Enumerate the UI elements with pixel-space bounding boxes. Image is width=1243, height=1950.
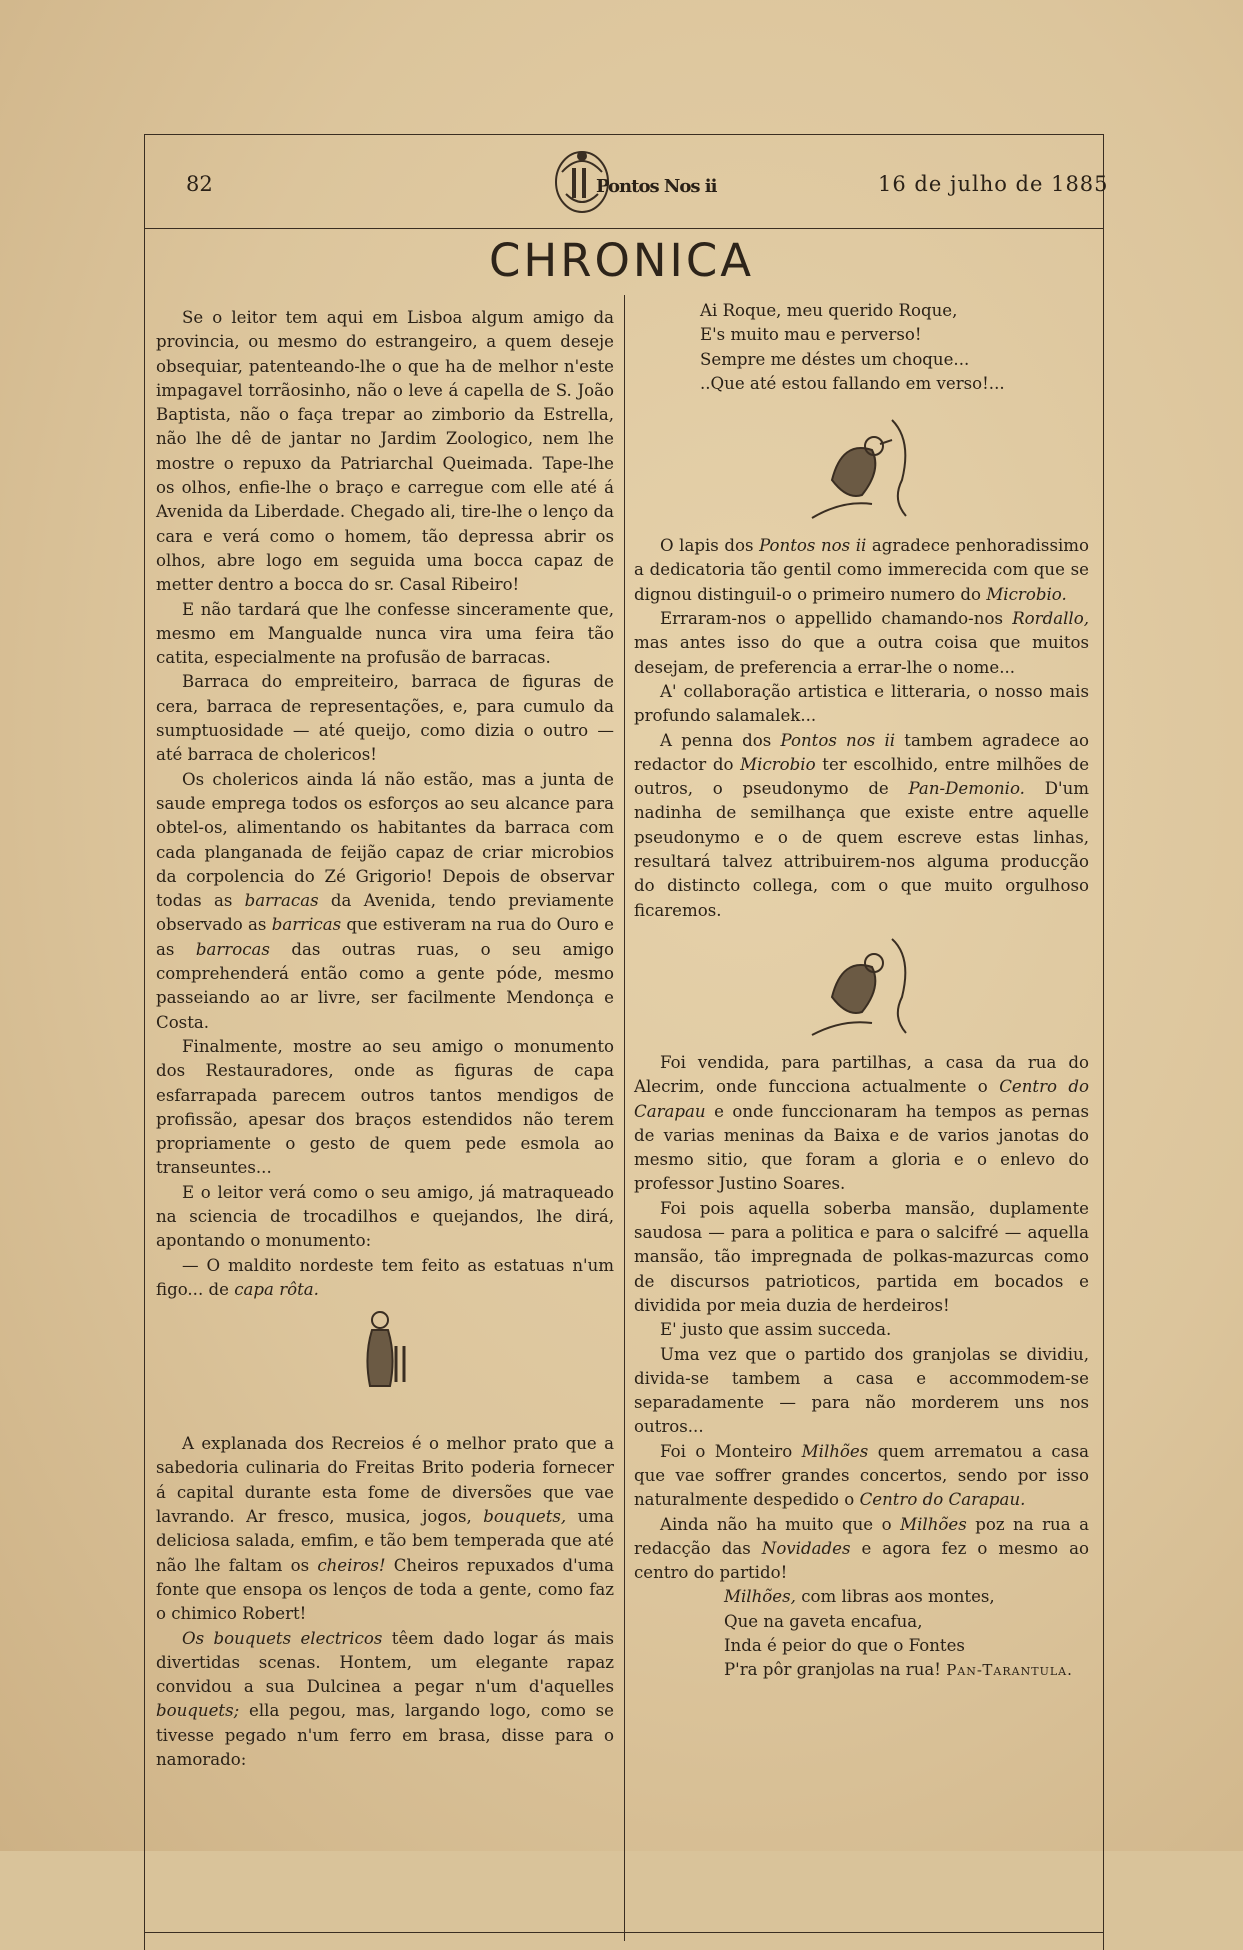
verse-line: Que na gaveta encafua,: [724, 1611, 923, 1631]
verse-line: Ai Roque, meu querido Roque,: [700, 301, 958, 320]
right-paragraph: Foi o Monteiro Milhões quem arrematou a casa que vae soffrer grandes concertos, sendo por isso naturalmente despedido o Centro do Carapau.: [634, 1441, 1089, 1510]
column-divider: [624, 295, 625, 1941]
right-paragraph: Foi pois aquella soberba mansão, duplamente saudosa — para a politica e para o salcifré — aquella mansão, tão impregnada de polkas-mazurcas como de discursos patrioticos, partida em bocados e dividida por meia duzia de herdeiros!: [634, 1198, 1089, 1315]
verse-line: Sempre me déstes um choque...: [700, 349, 970, 369]
left-paragraph: Barraca do empreiteiro, barraca de figuras de cera, barraca de representações, e, para cumulo da sumptuosidade — até queijo, como dizia o outro — até barraca de cholericos!: [156, 672, 614, 765]
right-column: [634, 299, 1089, 1683]
left-paragraph: E não tardará que lhe confesse sinceramente que, mesmo em Mangualde nunca vira uma feira tão catita, especialmente na profusão de barracas.: [156, 599, 614, 668]
right-paragraph: Foi vendida, para partilhas, a casa da rua do Alecrim, onde funcciona actualmente o Centro do Carapau e onde funccionaram ha tempos as pernas de varias meninas da Baixa e de varios janotas do mesmo sitio, que foram a gloria e o enlevo do professor Justino Soares.: [634, 1052, 1090, 1194]
verse-line: Milhões, com libras aos montes,: [724, 1587, 995, 1607]
verse-line: P'ra pôr granjolas na rua! Pan-Tarantula.: [724, 1660, 1073, 1680]
verse-one: [634, 299, 1089, 396]
right-paragraph: O lapis dos Pontos nos ii agradece penhoradissimo a dedicatoria tão gentil como immerecida com que se dignou distinguil-o o primeiro numero do Microbio.: [634, 536, 1089, 604]
chronica-title: CHRONICA: [488, 234, 755, 287]
verse-two: [634, 1585, 1089, 1682]
verse-line: Inda é peior do que o Fontes: [724, 1636, 965, 1656]
left-paragraph: A explanada dos Recreios é o melhor prato que a sabedoria culinaria do Freitas Brito poderia fornecer á capital durante esta fome de diversões que vae lavrando. Ar fresco, musica, jogos, bouquets, uma deliciosa salada, emfim, e tão bem temperada que até não lhe faltam os cheiros! Cheiros repuxados d'uma fonte que ensopa os lenços de toda a gente, como faz o chimico Robert!: [156, 1434, 615, 1624]
masthead-title: Pontos Nos ii: [596, 176, 717, 197]
bird-illustration-icon: [802, 927, 922, 1047]
right-paragraph: Erraram-nos o appellido chamando-nos Rordallo, mas antes isso do que a outra coisa que muitos desejam, de preferencia a errar-lhe o nome...: [634, 609, 1089, 677]
left-column: [156, 306, 614, 1772]
left-paragraph: Os cholericos ainda lá não estão, mas a junta de saude emprega todos os esforços ao seu alcance para obtel-os, alimentando os habitantes da barraca com cada planganada de feijão capaz de criar microbios da corpolencia do Zé Grigorio! Depois de observar todas as barracas da Avenida, tendo previamente observado as barricas que estiveram na rua do Ouro e as barrocas das outras ruas, o seu amigo comprehenderá então como a gente póde, mesmo passeiando ao ar livre, ser facilmente Mendonça e Costa.: [156, 769, 615, 1032]
page-number: 82: [186, 172, 213, 196]
figure-illustration-icon: [350, 1306, 420, 1396]
right-paragraph: E' justo que assim succeda.: [660, 1320, 892, 1340]
left-paragraph: Se o leitor tem aqui em Lisboa algum amigo da provincia, ou mesmo do estrangeiro, a quem deseje obsequiar, patenteando-lhe o que ha de melhor n'este impagavel torrãosinho, não o leve á capella de S. João Baptista, não o faça trepar ao zimborio da Estrella, não lhe dê de jantar no Jardim Zoologico, nem lhe mostre o repuxo da Patriarchal Queimada. Tape-lhe os olhos, enfie-lhe o braço e carregue com elle até á Avenida da Liberdade. Chegado ali, tire-lhe o lenço da cara e verá como o homem, tão depressa abrir os olhos, abre logo em seguida uma bocca capaz de metter dentro a bocca do sr. Casal Ribeiro!: [156, 308, 614, 595]
right-paragraph: A' collaboração artistica e litteraria, o nosso mais profundo salamalek...: [634, 681, 1089, 726]
bird-illustration-icon: [802, 400, 922, 530]
left-paragraph: E o leitor verá como o seu amigo, já matraqueado na sciencia de trocadilhos e quejandos, lhe dirá, apontando o monumento:: [156, 1182, 614, 1251]
left-paragraph: Finalmente, mostre ao seu amigo o monumento dos Restauradores, onde as figuras de capa esfarrapada parecem outros tantos mendigos de profissão, apesar dos braços estendidos não terem propriamente o gesto de quem pede esmola ao transeuntes...: [156, 1036, 614, 1178]
left-paragraph: Os bouquets electricos têem dado logar ás mais divertidas scenas. Hontem, um elegante rapaz convidou a sua Dulcinea a pegar n'um d'aquelles bouquets; ella pegou, mas, largando logo, como se tivesse pegado n'um ferro em brasa, disse para o namorado:: [156, 1628, 615, 1770]
signature: Pan-Tarantula.: [946, 1661, 1073, 1680]
header-rule: [144, 228, 1104, 229]
left-paragraph: — O maldito nordeste tem feito as estatuas n'um figo... de capa rôta.: [156, 1255, 614, 1299]
right-paragraph: Uma vez que o partido dos granjolas se dividiu, divida-se tambem a casa e accommodem-se separadamente — para não morderem uns nos outros...: [634, 1344, 1089, 1437]
verse-line: ..Que até estou fallando em verso!...: [700, 373, 1005, 393]
issue-date: 16 de julho de 1885: [878, 172, 1109, 196]
verse-line: E's muito mau e perverso!: [700, 325, 922, 345]
right-paragraph: Ainda não ha muito que o Milhões poz na rua a redacção das Novidades e agora fez o mesmo ao centro do partido!: [634, 1514, 1090, 1583]
right-paragraph: A penna dos Pontos nos ii tambem agradece ao redactor do Microbio ter escolhido, entre milhões de outros, o pseudonymo de Pan-Demonio. D'um nadinha de semilhança que existe entre aquelle pseudonymo e o de quem escreve estas linhas, resultará talvez attribuirem-nos alguma producção do distincto collega, com o que muito orgulhoso ficaremos.: [634, 730, 1090, 920]
